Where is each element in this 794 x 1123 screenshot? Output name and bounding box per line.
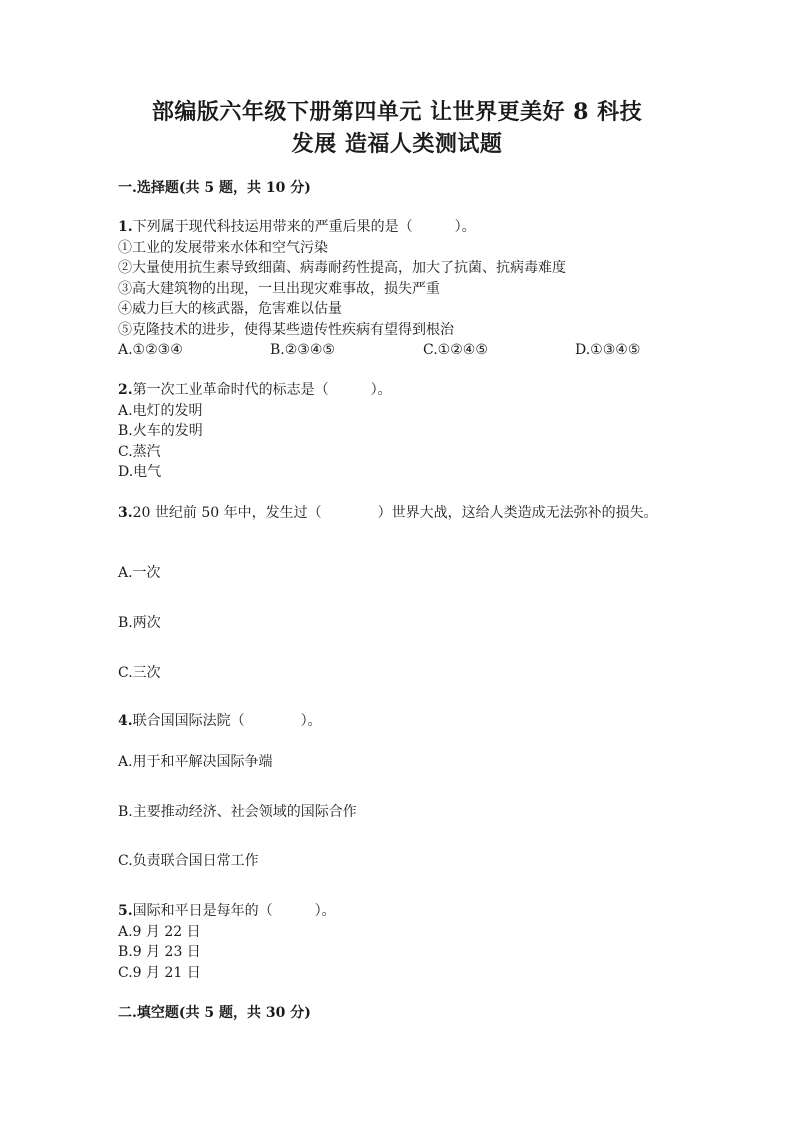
option-c: C.①②④⑤	[423, 342, 488, 358]
title-line-2: 发展 造福人类测试题	[291, 131, 503, 157]
statement-2: ②大量使用抗生素导致细菌、病毒耐药性提高，加大了抗菌、抗病毒难度	[118, 260, 566, 276]
question-text: 国际和平日是每年的（ ）。	[132, 903, 336, 919]
option-b: B.主要推动经济、社会领域的国际合作	[118, 804, 357, 820]
option-c: C.负责联合国日常工作	[118, 853, 259, 869]
option-a: A.一次	[118, 565, 161, 581]
question-1	[118, 217, 678, 361]
question-stem	[118, 503, 678, 524]
question-stem	[118, 711, 678, 732]
question-stem	[118, 217, 678, 238]
option-a: A.用于和平解决国际争端	[118, 754, 273, 770]
statement-5: ⑤克隆技术的进步，使得某些遗传性疾病有望得到根治	[118, 321, 454, 338]
question-number: 5.	[118, 903, 133, 919]
question-text: 20 世纪前 50 年中，发生过（ ）世界大战，这给人类造成无法弥补的损失。	[132, 505, 658, 521]
question-text: 联合国国际法院（ ）。	[132, 713, 322, 729]
question-5	[118, 901, 678, 983]
option-b: B.9 月 23 日	[118, 944, 201, 960]
section-heading-choice: 一.选择题(共 5 题，共 10 分)	[118, 180, 311, 196]
question-number: 4.	[118, 713, 133, 729]
option-c: C.三次	[118, 665, 161, 681]
statement-1: ①工业的发展带来水体和空气污染	[118, 239, 328, 256]
option-b: B.两次	[118, 615, 161, 631]
question-number: 3.	[118, 505, 133, 521]
question-number: 1.	[118, 219, 133, 235]
title-line-1: 部编版六年级下册第四单元 让世界更美好 8 科技	[151, 99, 643, 125]
option-a: A.9 月 22 日	[118, 923, 201, 940]
option-a: A.电灯的发明	[118, 402, 203, 419]
option-b: B.②③④⑤	[270, 342, 335, 358]
document-title	[100, 96, 694, 160]
statement-4: ④威力巨大的核武器，危害难以估量	[118, 301, 342, 317]
question-stem	[118, 380, 678, 401]
option-c: C.9 月 21 日	[118, 964, 201, 981]
section-heading-fill-blank: 二.填空题(共 5 题，共 30 分)	[118, 1005, 311, 1021]
question-text: 下列属于现代科技运用带来的严重后果的是（ ）。	[132, 219, 476, 235]
statement-3: ③高大建筑物的出现，一旦出现灾难事故，损失严重	[118, 280, 440, 297]
question-text: 第一次工业革命时代的标志是（ ）。	[132, 382, 392, 398]
question-stem	[118, 901, 678, 922]
option-row	[118, 340, 678, 361]
option-d: D.电气	[118, 464, 162, 480]
question-number: 2.	[118, 382, 133, 398]
question-2	[118, 380, 678, 483]
question-4	[118, 711, 678, 881]
question-3	[118, 503, 678, 693]
option-c: C.蒸汽	[118, 443, 161, 460]
option-d: D.①③④⑤	[575, 342, 641, 358]
option-a: A.①②③④	[118, 342, 183, 358]
option-b: B.火车的发明	[118, 423, 203, 439]
